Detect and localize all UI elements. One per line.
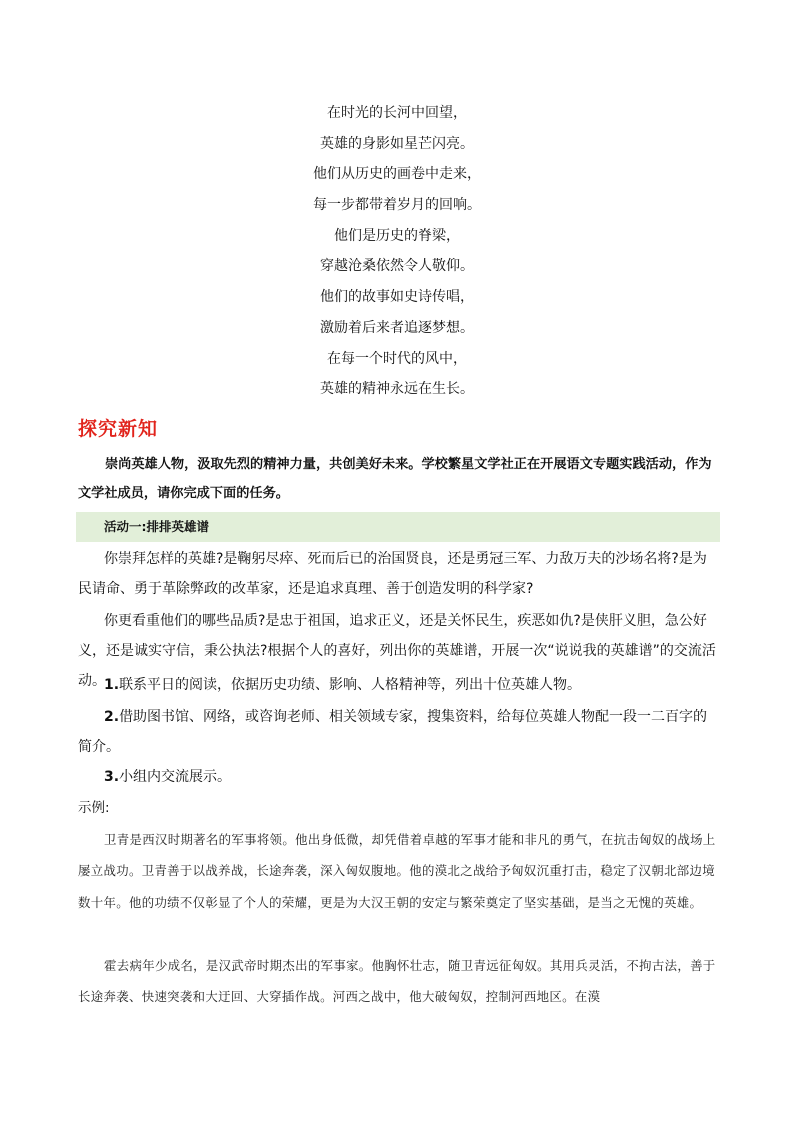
task-item [78, 670, 720, 700]
poem-line: 他们是历史的脊梁， [334, 227, 460, 244]
poem-line: 他们从历史的画卷中走来， [313, 166, 481, 183]
section-title: 探究新知 [78, 418, 159, 440]
example-paragraph: 卫青是西汉时期著名的军事将领。他出身低微，却凭借着卓越的军事才能和非凡的勇气，在抗击匈奴的战场上屡立战功。卫青善于以战养战，长途奔袭，深入匈奴腹地。他的漠北之战给予匈奴沉重打击，稳定了汉朝北部边境数十年。他的功绩不仅彰显了个人的荣耀，更是为大汉王朝的安定与繁荣奠定了坚实基础，是当之无愧的英雄。 [78, 832, 716, 910]
poem-line: 在每一个时代的风中， [327, 350, 467, 367]
poem [0, 98, 794, 405]
activity-heading-bar [76, 512, 720, 542]
poem-line: 每一步都带着岁月的回响。 [313, 197, 481, 214]
poem-line: 穿越沧桑依然令人敬仰。 [320, 258, 474, 275]
task-item [78, 762, 720, 792]
example-paragraph: 霍去病年少成名，是汉武帝时期杰出的军事家。他胸怀壮志，随卫青远征匈奴。其用兵灵活，不拘古法，善于长途奔袭、快速突袭和大迂回、大穿插作战。河西之战中，他大破匈奴，控制河西地区。在漠 [78, 958, 716, 1005]
poem-line: 激励着后来者追逐梦想。 [320, 319, 474, 336]
activity-title: 活动一:排排英雄谱 [104, 519, 209, 534]
task-text: 联系平日的阅读，依据历史功绩、影响、人格精神等，列出十位英雄人物。 [119, 677, 582, 693]
poem-line: 在时光的长河中回望， [327, 105, 467, 121]
poem-line: 英雄的身影如星芒闪亮。 [320, 135, 474, 152]
poem-line: 英雄的精神永远在生长。 [320, 381, 474, 398]
task-text: 借助图书馆、网络，或咨询老师、相关领域专家，搜集资料，给每位英雄人物配一段一二百字的简介。 [78, 709, 708, 755]
task-number: 2. [104, 709, 120, 725]
poem-line: 他们的故事如史诗传唱， [320, 289, 474, 306]
task-number: 3. [104, 769, 120, 785]
activity-paragraph: 你更看重他们的哪些品质?是忠于祖国，追求正义，还是关怀民生，疾恶如仇?是侠肝义胆，急公好义，还是诚实守信，秉公执法?根据个人的喜好，列出你的英雄谱，开展一次“说说我的英雄谱”的交流活动。 [78, 613, 716, 689]
section-intro: 崇尚英雄人物，汲取先烈的精神力量，共创美好未来。学校繁星文学社正在开展语文专题实践活动，作为文学社成员，请你完成下面的任务。 [78, 457, 712, 501]
task-item [78, 702, 720, 762]
example-label: 示例: [78, 800, 110, 816]
task-text: 小组内交流展示。 [119, 769, 232, 785]
task-number: 1. [104, 677, 120, 693]
activity-paragraph: 你崇拜怎样的英雄?是鞠躬尽瘁、死而后已的治国贤良，还是勇冠三军、力敌万夫的沙场名将?是为民请命、勇于革除弊政的改革家，还是追求真理、善于创造发明的科学家? [78, 551, 707, 597]
